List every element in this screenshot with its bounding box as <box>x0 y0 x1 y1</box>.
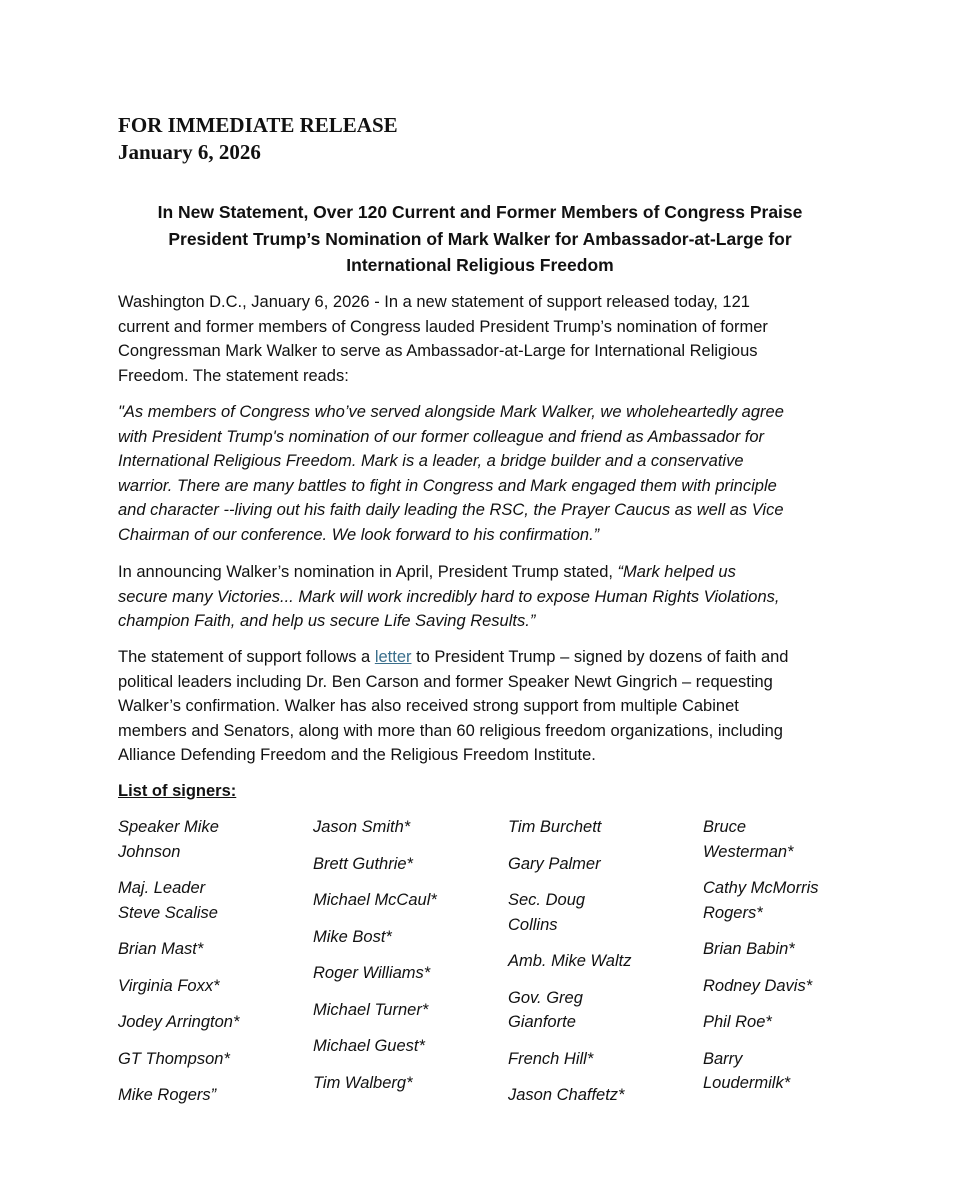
signer-name: Michael Turner* <box>313 1000 429 1019</box>
signer-name: Gary Palmer <box>508 854 601 873</box>
headline-line: In New Statement, Over 120 Current and Former Members of Congress Praise <box>157 202 803 222</box>
quote-line: Chairman of our conference. We look forward to his confirmation.” <box>118 525 600 544</box>
signer-name: Mike Bost* <box>313 927 392 946</box>
signer-name: Phil Roe* <box>703 1013 772 1031</box>
signer-name: Tim Walberg* <box>313 1073 413 1092</box>
signer-name: French Hill* <box>508 1049 594 1068</box>
signers-column-4 <box>703 815 883 1108</box>
signer-name: Mike Rogers” <box>118 1086 217 1104</box>
signer-name: Jodey Arrington* <box>118 1013 240 1031</box>
announcement-text: In announcing Walker’s nomination in April, President Trump stated, <box>118 563 618 581</box>
signer-name: Amb. Mike Waltz <box>508 952 632 970</box>
signer-name: Rodney Davis* <box>703 976 813 995</box>
quote-line: and character --living out his faith daily leading the RSC, the Prayer Caucus as well as Vice <box>118 501 784 519</box>
headline <box>110 199 850 279</box>
paragraph-line: members and Senators, along with more than 60 religious freedom organizations, including <box>118 721 783 740</box>
support-paragraph <box>118 645 853 768</box>
signers-column-2 <box>313 815 493 1107</box>
letter-link[interactable]: letter <box>374 648 412 666</box>
support-text: The statement of support follows a <box>118 648 375 666</box>
signers-heading: List of signers: <box>118 782 237 800</box>
trump-quote-start: “Mark helped us <box>617 563 736 581</box>
release-date: January 6, 2026 <box>118 140 261 164</box>
paragraph-line: current and former members of Congress lauded President Trump’s nomination of former <box>118 317 768 336</box>
release-label: FOR IMMEDIATE RELEASE <box>118 113 398 137</box>
signer-name: Tim Burchett <box>508 818 602 836</box>
signer-name: Barry Loudermilk* <box>703 1049 791 1092</box>
paragraph-line: Freedom. The statement reads: <box>118 366 349 385</box>
signer-name: Brett Guthrie* <box>313 854 413 873</box>
signer-name: Bruce Westerman* <box>703 818 794 861</box>
signer-name: Speaker Mike Johnson <box>118 818 219 861</box>
signer-name: Gov. Greg Gianforte <box>508 988 583 1031</box>
quote-line: with President Trump's nomination of our former colleague and friend as Ambassador for <box>118 427 765 446</box>
quote-line: "As members of Congress who’ve served alongside Mark Walker, we wholeheartedly agree <box>118 403 784 421</box>
signer-name: Michael McCaul* <box>313 891 437 909</box>
signer-name: Jason Chaffetz* <box>508 1086 625 1104</box>
paragraph-line <box>118 645 853 670</box>
quote-paragraph <box>118 400 853 547</box>
paragraph-line <box>118 560 853 585</box>
trump-quote-line: champion Faith, and help us secure Life Saving Results.” <box>118 612 536 630</box>
signer-name: Brian Babin* <box>703 940 795 958</box>
trump-quote-line: secure many Victories... Mark will work incredibly hard to expose Human Rights Violations, <box>118 587 780 606</box>
support-text: to President Trump – signed by dozens of faith and <box>411 648 789 666</box>
signer-name: Cathy McMorris Rogers* <box>703 879 819 922</box>
signer-name: Jason Smith* <box>313 818 411 836</box>
paragraph-line: political leaders including Dr. Ben Carson and former Speaker Newt Gingrich – requesting <box>118 672 773 691</box>
headline-line: President Trump’s Nomination of Mark Walker for Ambassador-at-Large for <box>168 228 792 249</box>
headline-line: International Religious Freedom <box>346 255 614 275</box>
paragraph-line: Alliance Defending Freedom and the Religious Freedom Institute. <box>118 746 596 764</box>
signer-name: GT Thompson* <box>118 1049 230 1068</box>
signer-name: Virginia Foxx* <box>118 976 220 995</box>
signers-column-3 <box>508 815 688 1120</box>
signer-name: Sec. Doug Collins <box>508 891 586 934</box>
quote-line: International Religious Freedom. Mark is a leader, a bridge builder and a conservative <box>118 452 744 470</box>
paragraph-line: Congressman Mark Walker to serve as Ambassador-at-Large for International Religious <box>118 342 758 360</box>
intro-paragraph <box>118 290 853 388</box>
paragraph-line: Walker’s confirmation. Walker has also received strong support from multiple Cabinet <box>118 697 739 715</box>
signer-name: Roger Williams* <box>313 964 431 982</box>
quote-line: warrior. There are many battles to fight in Congress and Mark engaged them with principle <box>118 476 777 495</box>
announcement-paragraph <box>118 560 853 634</box>
signer-name: Brian Mast* <box>118 940 204 958</box>
signer-name: Michael Guest* <box>313 1037 425 1055</box>
signer-name: Maj. Leader Steve Scalise <box>118 879 218 922</box>
paragraph-line: Washington D.C., January 6, 2026 - In a new statement of support released today, 121 <box>118 293 750 311</box>
signers-column-1 <box>118 815 298 1120</box>
